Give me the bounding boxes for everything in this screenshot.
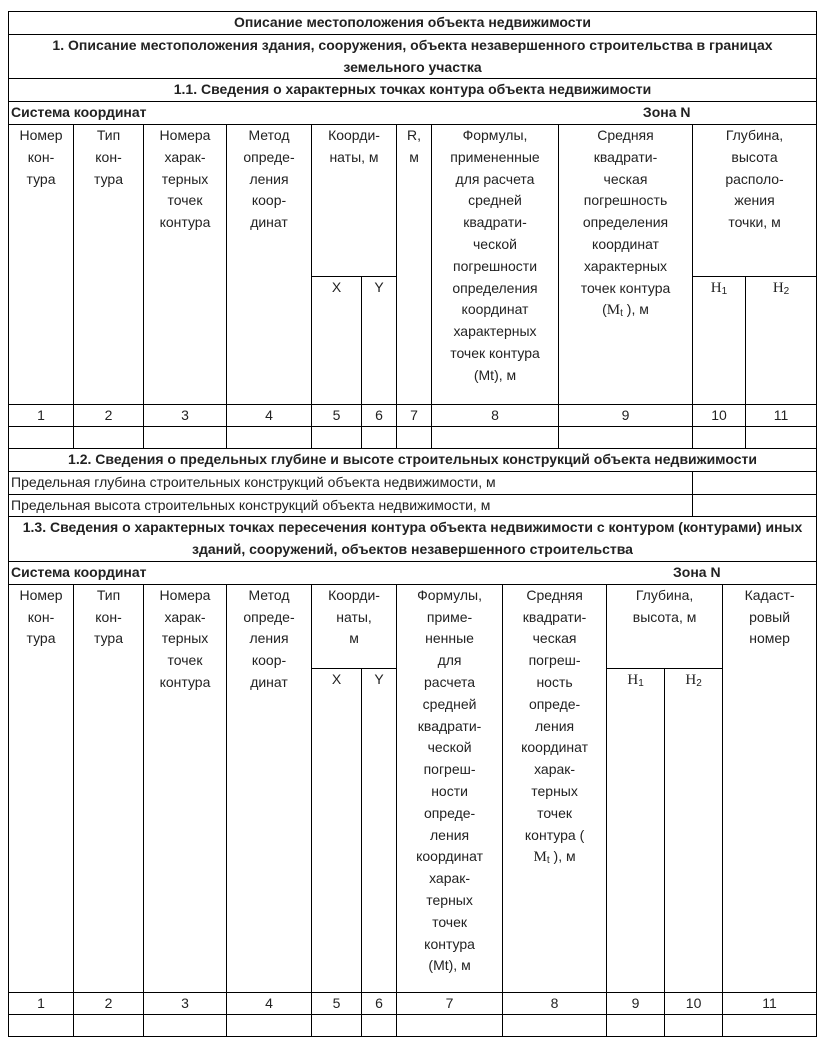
col-contour-number-2: Номер кон- тура (9, 584, 74, 992)
col-y: Y (362, 276, 397, 404)
col-mean-square-error: Средняя квадрати- ческая погрешность определения координат характерных точек контура ($M_t$ ), м (559, 124, 693, 404)
zone-label-2: Зона N (397, 561, 723, 584)
empty-data-row-2 (9, 1014, 817, 1036)
max-height-value (693, 494, 817, 517)
column-numbers-row-2: 1 2 3 4 5 6 7 8 9 10 11 (9, 992, 817, 1014)
col-h2: $H_2$ (746, 276, 817, 404)
col-point-numbers: Номера харак- терных точек контура (144, 124, 227, 404)
column-numbers-row: 1 2 3 4 5 6 7 8 9 10 11 (9, 404, 817, 426)
col-x-2: X (312, 668, 362, 992)
col-coord-method-2: Метод опреде- ления коор- динат (227, 584, 312, 992)
coord-system-label-2: Система координат (9, 561, 397, 584)
col-coordinates-2: Коорди- наты, м (312, 584, 397, 668)
max-depth-label: Предельная глубина строительных конструкций объекта недвижимости, м (9, 471, 693, 494)
intersection-points-table (8, 561, 817, 1037)
coord-system-label: Система координат (9, 102, 397, 125)
section-1-2-heading: 1.2. Сведения о предельных глубине и высоте строительных конструкций объекта недвижимости (9, 448, 817, 471)
col-coord-method: Метод опреде- ления коор- динат (227, 124, 312, 404)
col-x: X (312, 276, 362, 404)
section-1-3-heading: 1.3. Сведения о характерных точках пересечения контура объекта недвижимости с контуром (контурами) иных зданий, сооружений, объектов незавершенного строительства (9, 517, 817, 562)
col-radius: R, м (397, 124, 432, 404)
section-1-heading: 1. Описание местоположения здания, сооружения, объекта незавершенного строительства в границах земельного участка (9, 34, 817, 79)
col-depth-height: Глубина, высота располо- жения точки, м (693, 124, 817, 276)
col-formulas: Формулы, примененные для расчета средней квадрати- ческой погрешности определения координат характерных точек контура (Mt), м (432, 124, 559, 404)
document-title: Описание местоположения объекта недвижимости (9, 12, 817, 35)
zone-value (693, 102, 817, 125)
section-1-1-heading: 1.1. Сведения о характерных точках контура объекта недвижимости (9, 79, 817, 102)
max-depth-value (693, 471, 817, 494)
col-contour-type: Тип кон- тура (74, 124, 144, 404)
col-coordinates: Коорди- наты, м (312, 124, 397, 276)
col-point-numbers-2: Номера харак- терных точек контура (144, 584, 227, 992)
col-h1-2: $H_1$ (607, 668, 665, 992)
max-height-label: Предельная высота строительных конструкций объекта недвижимости, м (9, 494, 693, 517)
col-contour-type-2: Тип кон- тура (74, 584, 144, 992)
col-mean-square-error-2: Средняя квадрати- ческая погреш- ность опреде- ления координат харак- терных точек контура ( $M_t$ ), м (503, 584, 607, 992)
col-depth-height-2: Глубина, высота, м (607, 584, 723, 668)
col-h2-2: $H_2$ (665, 668, 723, 992)
zone-value-2 (723, 561, 817, 584)
col-h1: $H_1$ (693, 276, 746, 404)
location-description-table (8, 11, 817, 562)
document-page (8, 11, 816, 1037)
zone-label: Зона N (397, 102, 693, 125)
col-cadastral-number: Кадаст- ровый номер (723, 584, 817, 992)
empty-data-row (9, 426, 817, 448)
col-y-2: Y (362, 668, 397, 992)
col-contour-number: Номер кон- тура (9, 124, 74, 404)
col-formulas-2: Формулы, приме- ненные для расчета средней квадрати- ческой погреш- ности опреде- ления координат харак- терных точек контура (Mt), м (397, 584, 503, 992)
